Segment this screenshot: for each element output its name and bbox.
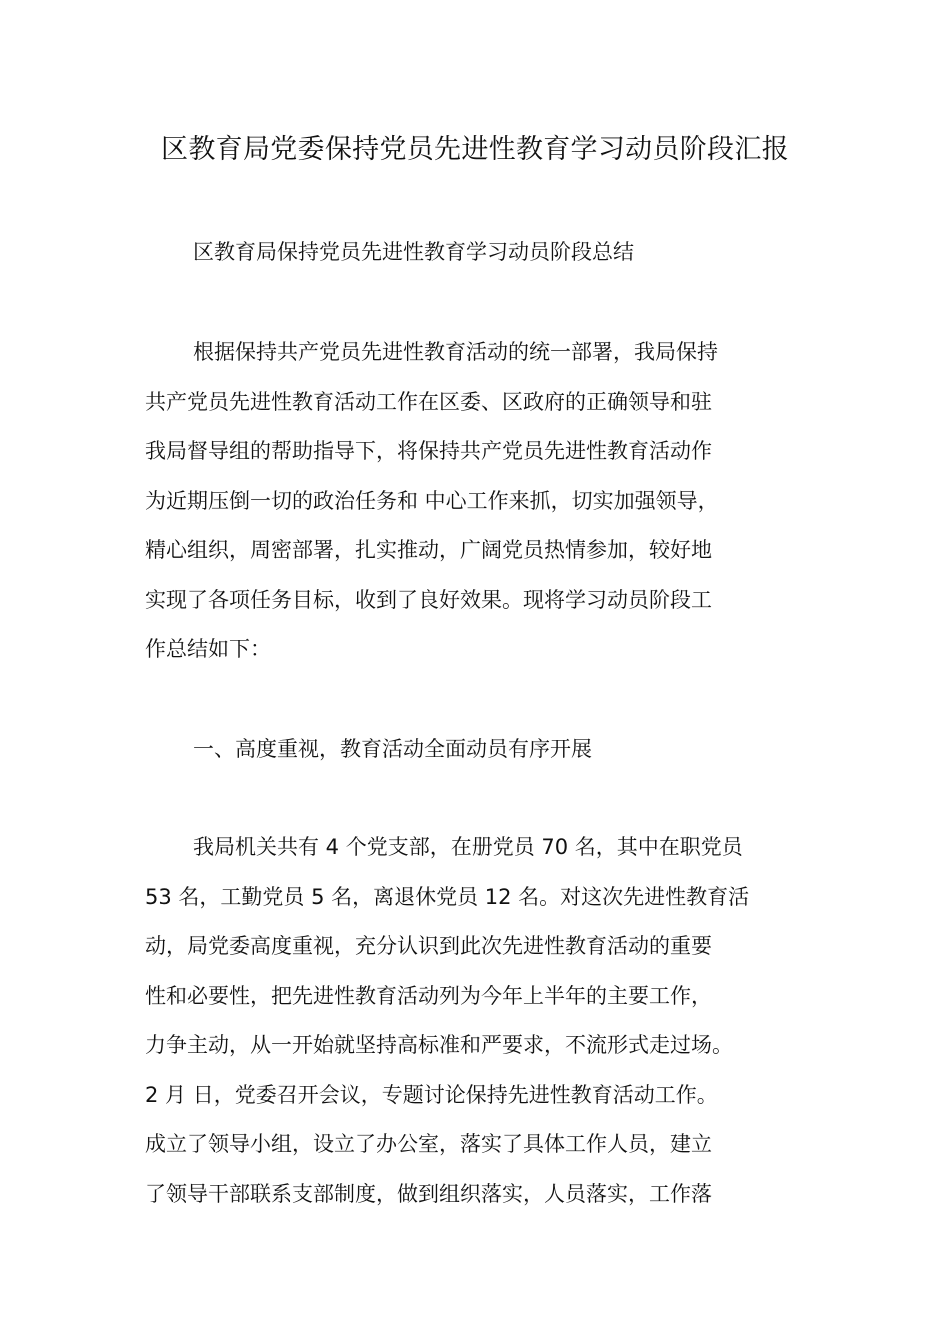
paragraph-line: 53 名，工勤党员 5 名，离退休党员 12 名。对这次先进性教育活 xyxy=(145,885,750,909)
paragraph-line: 性和必要性，把先进性教育活动列为今年上半年的主要工作， xyxy=(145,984,712,1008)
document-title: 区教育局党委保持党员先进性教育学习动员阶段汇报 xyxy=(161,134,789,165)
section-heading: 一、高度重视，教育活动全面动员有序开展 xyxy=(193,737,592,761)
paragraph-line: 实现了各项任务目标，收到了良好效果。现将学习动员阶段工 xyxy=(145,588,712,612)
paragraph-line: 成立了领导小组，设立了办公室，落实了具体工作人员，建立 xyxy=(145,1132,712,1156)
document-subtitle: 区教育局保持党员先进性教育学习动员阶段总结 xyxy=(193,240,634,264)
paragraph-line: 根据保持共产党员先进性教育活动的统一部署，我局保持 xyxy=(193,340,718,364)
paragraph-line: 共产党员先进性教育活动工作在区委、区政府的正确领导和驻 xyxy=(145,390,712,414)
paragraph-line: 力争主动，从一开始就坚持高标准和严要求，不流形式走过场。 xyxy=(145,1033,733,1057)
paragraph-line: 动，局党委高度重视，充分认识到此次先进性教育活动的重要 xyxy=(145,934,712,958)
paragraph-line: 我局督导组的帮助指导下，将保持共产党员先进性教育活动作 xyxy=(145,439,712,463)
paragraph-line: 作总结如下： xyxy=(145,637,271,661)
paragraph-line: 精心组织，周密部署，扎实推动，广阔党员热情参加，较好地 xyxy=(145,538,712,562)
paragraph-line: 2 月 日，党委召开会议，专题讨论保持先进性教育活动工作。 xyxy=(145,1083,718,1107)
paragraph-line: 我局机关共有 4 个党支部，在册党员 70 名，其中在职党员 xyxy=(193,835,743,859)
paragraph-line: 了领导干部联系支部制度，做到组织落实，人员落实，工作落 xyxy=(145,1182,712,1206)
paragraph-line: 为近期压倒一切的政治任务和 中心工作来抓，切实加强领导， xyxy=(145,489,719,513)
